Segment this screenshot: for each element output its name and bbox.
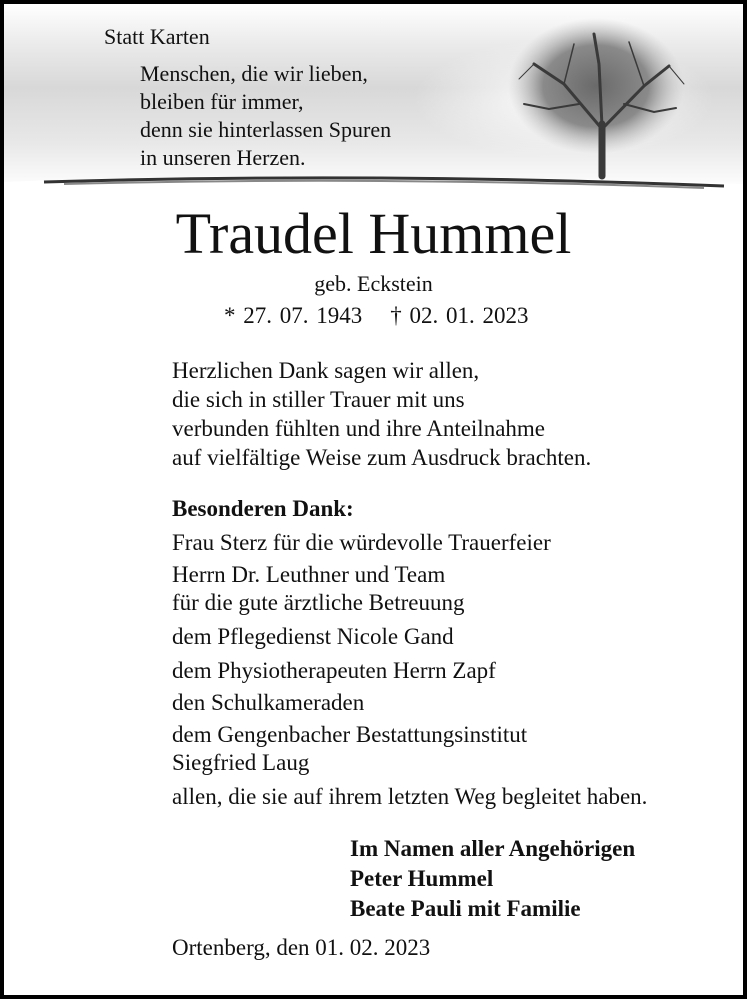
special-thanks-line: Herrn Dr. Leuthner und Team (172, 562, 446, 587)
thanks-line: Herzlichen Dank sagen wir allen, (172, 358, 480, 383)
special-thanks-line: allen, die sie auf ihrem letzten Weg begleitet haben. (172, 784, 648, 809)
special-thanks-line: Siegfried Laug (172, 750, 310, 775)
special-thanks-line: dem Pflegedienst Nicole Gand (172, 624, 454, 649)
thanks-line: auf vielfältige Weise zum Ausdruck brachten. (172, 445, 592, 470)
birth-name: geb. Eckstein (314, 271, 433, 296)
poem-line: denn sie hinterlassen Spuren (140, 117, 392, 142)
statt-karten-label: Statt Karten (104, 24, 210, 49)
special-thanks-line: dem Gengenbacher Bestattungsinstitut (172, 722, 528, 747)
poem-line: Menschen, die wir lieben, (140, 61, 368, 86)
thanks-paragraph (172, 356, 591, 472)
death-date: † 02. 01. 2023 (390, 303, 529, 328)
birth-date: * 27. 07. 1943 (224, 303, 363, 328)
poem (140, 60, 391, 172)
poem-line: bleiben für immer, (140, 89, 304, 114)
place-date: Ortenberg, den 01. 02. 2023 (172, 935, 431, 960)
special-thanks-line: den Schulkameraden (172, 690, 365, 715)
special-thanks-title: Besonderen Dank: (172, 496, 354, 521)
poem-line: in unseren Herzen. (140, 145, 306, 170)
special-thanks-line: dem Physiotherapeuten Herrn Zapf (172, 658, 496, 683)
special-thanks-line: für die gute ärztliche Betreuung (172, 590, 465, 615)
thanks-line: die sich in stiller Trauer mit uns (172, 387, 465, 412)
life-dates (224, 303, 529, 329)
signature-line: Peter Hummel (350, 866, 494, 891)
special-thanks-line: Frau Sterz für die würdevolle Trauerfeier (172, 530, 551, 555)
signature-line: Im Namen aller Angehörigen (350, 836, 636, 861)
thanks-line: verbunden fühlten und ihre Anteilnahme (172, 416, 546, 441)
header-banner (4, 4, 743, 190)
deceased-name: Traudel Hummel (175, 201, 572, 266)
signature-line: Beate Pauli mit Familie (350, 896, 581, 921)
signature-block (350, 834, 635, 924)
